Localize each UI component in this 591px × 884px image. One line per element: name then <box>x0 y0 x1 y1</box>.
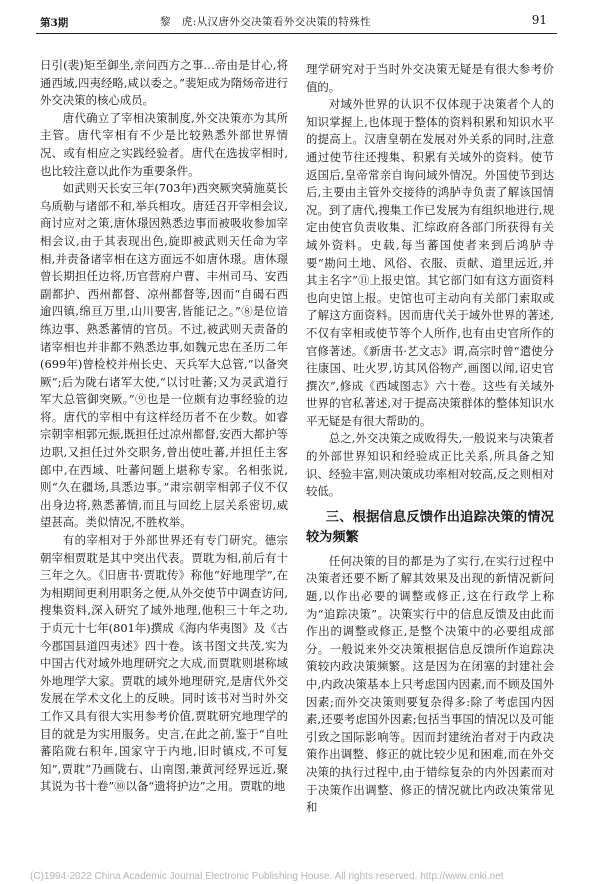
paragraph: 理学研究对于当时外交决策无疑是有很大参考价值的。 <box>306 62 554 94</box>
section-heading: 三、根据信息反馈作出追踪决策的情况较为频繁 <box>306 509 554 545</box>
page-number: 91 <box>531 13 547 27</box>
right-column <box>306 61 554 817</box>
issue-label: 第3期 <box>40 17 69 29</box>
paragraph: 任何决策的目的都是为了实行,在实行过程中决策者还要不断了解其效果及出现的新情况新问题,以作出必要的调整或修正,这在行政学上称为“追踪决策”。决策实行中的信息反馈及由此而作出的调整或修正,是整个决策中的必要组成部分。一般说来外交决策根据信息反馈所作追踪决策较内政决策频繁。这是因为在闭塞的封建社会中,内政决策基本上只考虑国内因素,而不顾及国外因素;而外交决策则要复杂得多:除了考虑国内因素,还要考虑国外因素;包括当事国的情况以及可能引致之国际影响等。因而封建统治者对于内政决策作出调整、修正的就比较少见和困难,而在外交决策的执行过程中,由于错综复杂的内外因素而对于决策作出调整、修正的情况就比内政决策常见和 <box>306 553 554 815</box>
paragraph: 如武则天长安三年(703年)西突厥突骑施莫长乌质勒与诸部不和,举兵相攻。唐廷召开宰相会议,商讨应对之策,唐休璟因熟悉边事而被吸收参加宰相会议,由于其表现出色,旋即被武则天任命为宰相,并责备诸宰相在这方面远不如唐休璟。唐休璟曾长期担任边将,历官营府户曹、丰州司马、安西副都护、西州都督、凉州都督等,因而“自碣石西逾四镇,绵亘万里,山川要害,皆能记之。”⑧是位谙练边事、熟悉蕃情的官员。不过,被武则天责备的诸宰相也并非都不熟悉边事,如魏元忠在圣历二年(699年)曾检校并州长史、天兵军大总管,“以备突厥”;后为陇右诸军大使,“以讨吐蕃;又为灵武道行军大总管御突厥。”⑨也是一位颇有边事经验的边将。唐代的宰相中有这样经历者不在少数。如睿宗朝宰相郭元振,既担任过凉州都督,安西大都护等边职,又担任过外交职务,曾出使吐蕃,并担任主客郎中,在西域、吐蕃问题上堪称专家。名相张说,则“久在疆场,具悉边事。”肃宗朝宰相郭子仪不仅出身边将,熟悉蕃情,而且与回纥上层关系密切,威望甚高。类似情况,不胜枚举。 <box>40 181 288 530</box>
paragraph: 有的宰相对于外部世界还有专门研究。德宗朝宰相贾耽是其中突出代表。贾耽为相,前后有十三年之久。《旧唐书·贾耽传》称他“好地理学”,在为相期间更利用职务之便,从外交使节中调查访问,搜集资料,深入研究了域外地理,他积三十年之功,于贞元十七年(801年)撰成《海内华夷图》及《古今郡国县道四夷述》四十卷。该书图文共茂,实为中国古代对域外地理研究之大成,而贾耽则堪称域外地理学大家。贾耽的域外地理研究,是唐代外交发展在学术文化上的反映。同时该书对当时外交工作又具有很大实用参考价值,贾耽研究地理学的目的就是为实用服务。史言,在此之前,鉴于“自吐蕃陷陇右积年,国家守于内地,旧时镇戍,不可复知”,贾耽“乃画陇右、山南图,兼黄河经界远近,聚其说为书十卷”⑩以备“遗将护边”之用。贾耽的地 <box>40 533 288 794</box>
running-title: 黎 虎:从汉唐外交决策看外交决策的特殊性 <box>160 16 372 28</box>
header-rule <box>36 33 557 34</box>
left-column <box>40 57 288 796</box>
copyright-footer: (C)1994-2022 China Academic Journal Electronic Publishing House. All rights reserved. http://www.cnki.net <box>30 871 504 882</box>
paragraph: 对域外世界的认识不仅体现于决策者个人的知识掌握上,也体现于整体的资料积累和知识水平的提高上。汉唐皇朝在发展对外关系的同时,注意通过使节往还搜集、积累有关域外的资料。使节返国后,皇帝常亲自询问域外情况。外国使节到达后,主要由主管外交接待的鸿胪寺负责了解该国情况。到了唐代,搜集工作已发展为有组织地进行,规定由使官负责收集、汇综政府各部门所获得有关域外资料。史载,每当蕃国使者来到后鸿胪寺要“勘问土地、风俗、衣服、贡献、道里远近,并其主名字”⑪上报史馆。其它部门如有这方面资料也向史馆上报。史馆也可主动向有关部门索取或了解这方面资料。因而唐代关于域外世界的著述,不仅有宰相或使节等个人所作,也有由史官所作的官修著述。《新唐书·艺文志》谓,高宗时曾“遣使分往康国、吐火罗,访其风俗物产,画图以闻,诏史官撰次”,修成《西域图志》六十卷。这些有关域外世界的官私著述,对于提高决策群体的整体知识水平无疑是有很大帮助的。 <box>306 97 554 428</box>
paragraph: 总之,外交决策之成败得失,一般说来与决策者的外部世界知识和经验成正比关系,所具备之知识、经验丰富,则决策成功率相对较高,反之则相对较低。 <box>306 431 554 499</box>
page-header <box>0 0 591 34</box>
paragraph: 唐代确立了宰相决策制度,外交决策亦为其所主管。唐代宰相有不少是比较熟悉外部世界情况、或有相应之实践经验者。唐代在选拔宰相时,也比较注意以此作为重要条件。 <box>40 110 288 178</box>
paragraph: 日引(裴)矩至御坐,亲问西方之事…帝由是甘心,将通西域,四夷经略,咸以委之。”裴矩成为隋炀帝进行外交决策的核心成员。 <box>40 58 288 108</box>
